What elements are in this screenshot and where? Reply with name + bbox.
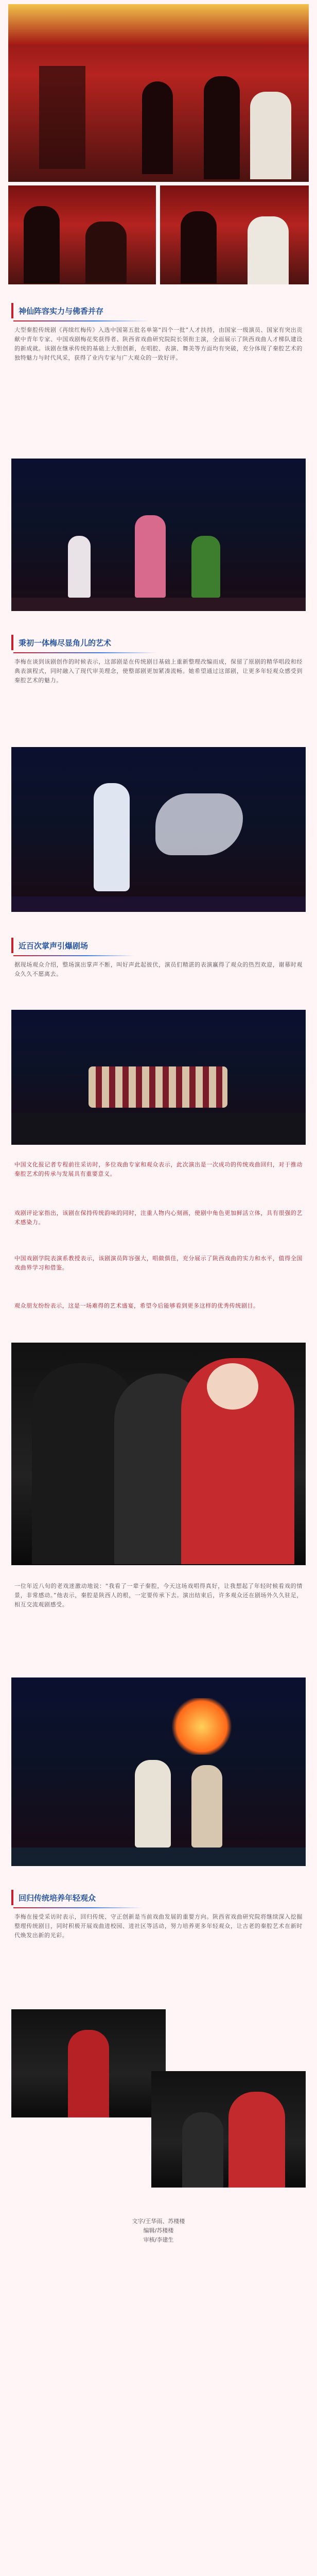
photo-audience-left bbox=[8, 185, 156, 284]
credit-editor: 编辑/苏楼楼 bbox=[143, 2227, 174, 2234]
credit-writer: 文字/王华雨、苏楼楼 bbox=[132, 2218, 185, 2225]
photo-curtain-call bbox=[11, 1010, 306, 1145]
section-title-young-audience: 回归传统培养年轻观众 bbox=[11, 1890, 101, 1905]
photo-backstage-2 bbox=[151, 2071, 306, 2188]
paragraph-audience-comments: 观众朋友纷纷表示，这是一场难得的艺术盛宴，希望今后能够看到更多这样的优秀传统剧目。 bbox=[14, 1302, 259, 1309]
hero-photo-theater-lobby bbox=[8, 4, 309, 182]
photo-stage-performance-2 bbox=[11, 747, 306, 912]
photo-stage-performance-3 bbox=[11, 1677, 306, 1866]
section-title-lineup: 神仙阵容实力与佛香并存 bbox=[11, 303, 109, 318]
photo-interview bbox=[11, 1343, 306, 1565]
paragraph-applause: 据现场观众介绍，整场演出掌声不断，叫好声此起彼伏，演员们精湛的表演赢得了观众的热烈欢迎，谢幕时观众久久不愿离去。 bbox=[14, 961, 303, 977]
photo-backstage-1 bbox=[11, 2009, 166, 2117]
section-title-applause: 近百次掌声引爆剧场 bbox=[11, 938, 93, 953]
photo-audience-right bbox=[160, 185, 309, 284]
paragraph-critics-2: 戏剧评论家指出，该剧在保持传统韵味的同时，注重人物内心刻画，使剧中角色更加鲜活立体，具有很强的艺术感染力。 bbox=[14, 1210, 303, 1226]
paragraph-critics-1: 中国文化报记者专程前往采访时，多位戏曲专家和观众表示，此次演出是一次成功的传统戏曲回归，对于推动秦腔艺术的传承与发展具有重要意义。 bbox=[14, 1161, 303, 1177]
paragraph-acting-art: 李梅在谈到该剧创作的时候表示，这部剧是在传统剧目基础上重新整理改编而成，保留了原剧的精华唱段和经典表演程式，同时融入了现代审美理念，使整部剧更加紧凑流畅。她希望通过这部剧，让更多年轻观众感受到秦腔艺术的魅力。 bbox=[14, 658, 303, 684]
paragraph-lineup: 大型秦腔传统剧《再续红梅传》入选中国第五批名单第“四个一批”人才扶持，由国家一级演员、国家有突出贡献中青年专家、中国戏剧梅花奖获得者、陕西省戏曲研究院院长领衔主演，全面展示了陕西戏曲人才梯队建设的新成就。该剧在继承传统的基础上大胆创新，在唱腔、表演、舞美等方面均有突破，充分体现了秦腔艺术的独特魅力与时代风采，获得了业内专家与广大观众的一致好评。 bbox=[14, 327, 303, 361]
paragraph-young-audience: 李梅在接受采访时表示，回归传统、守正创新是当前戏曲发展的重要方向。陕西省戏曲研究院将继续深入挖掘整理传统剧目，同时积极开展戏曲进校园、进社区等活动，努力培养更多年轻观众，让古老的秦腔艺术在新时代焕发出新的光彩。 bbox=[14, 1913, 303, 1939]
paragraph-veteran-fan: 一位年近八旬的老戏迷激动地说：“我看了一辈子秦腔，今天这场戏唱得真好，让我想起了年轻时候看戏的情景，非常感动。”他表示，秦腔是陕西人的根，一定要传承下去。演出结束后，许多观众还在剧场外久久驻足，相互交流观剧感受。 bbox=[14, 1583, 303, 1608]
photo-stage-performance-1 bbox=[11, 459, 306, 611]
credit-reviewer: 审核/李建生 bbox=[143, 2236, 174, 2243]
paragraph-critics-3: 中国戏剧学院表演系教授表示，该剧演员阵容强大，唱做俱佳，充分展示了陕西戏曲的实力和水平，值得全国戏曲界学习和借鉴。 bbox=[14, 1255, 303, 1271]
section-title-acting-art: 秉初一体梅尽显角儿的艺术 bbox=[11, 635, 116, 650]
